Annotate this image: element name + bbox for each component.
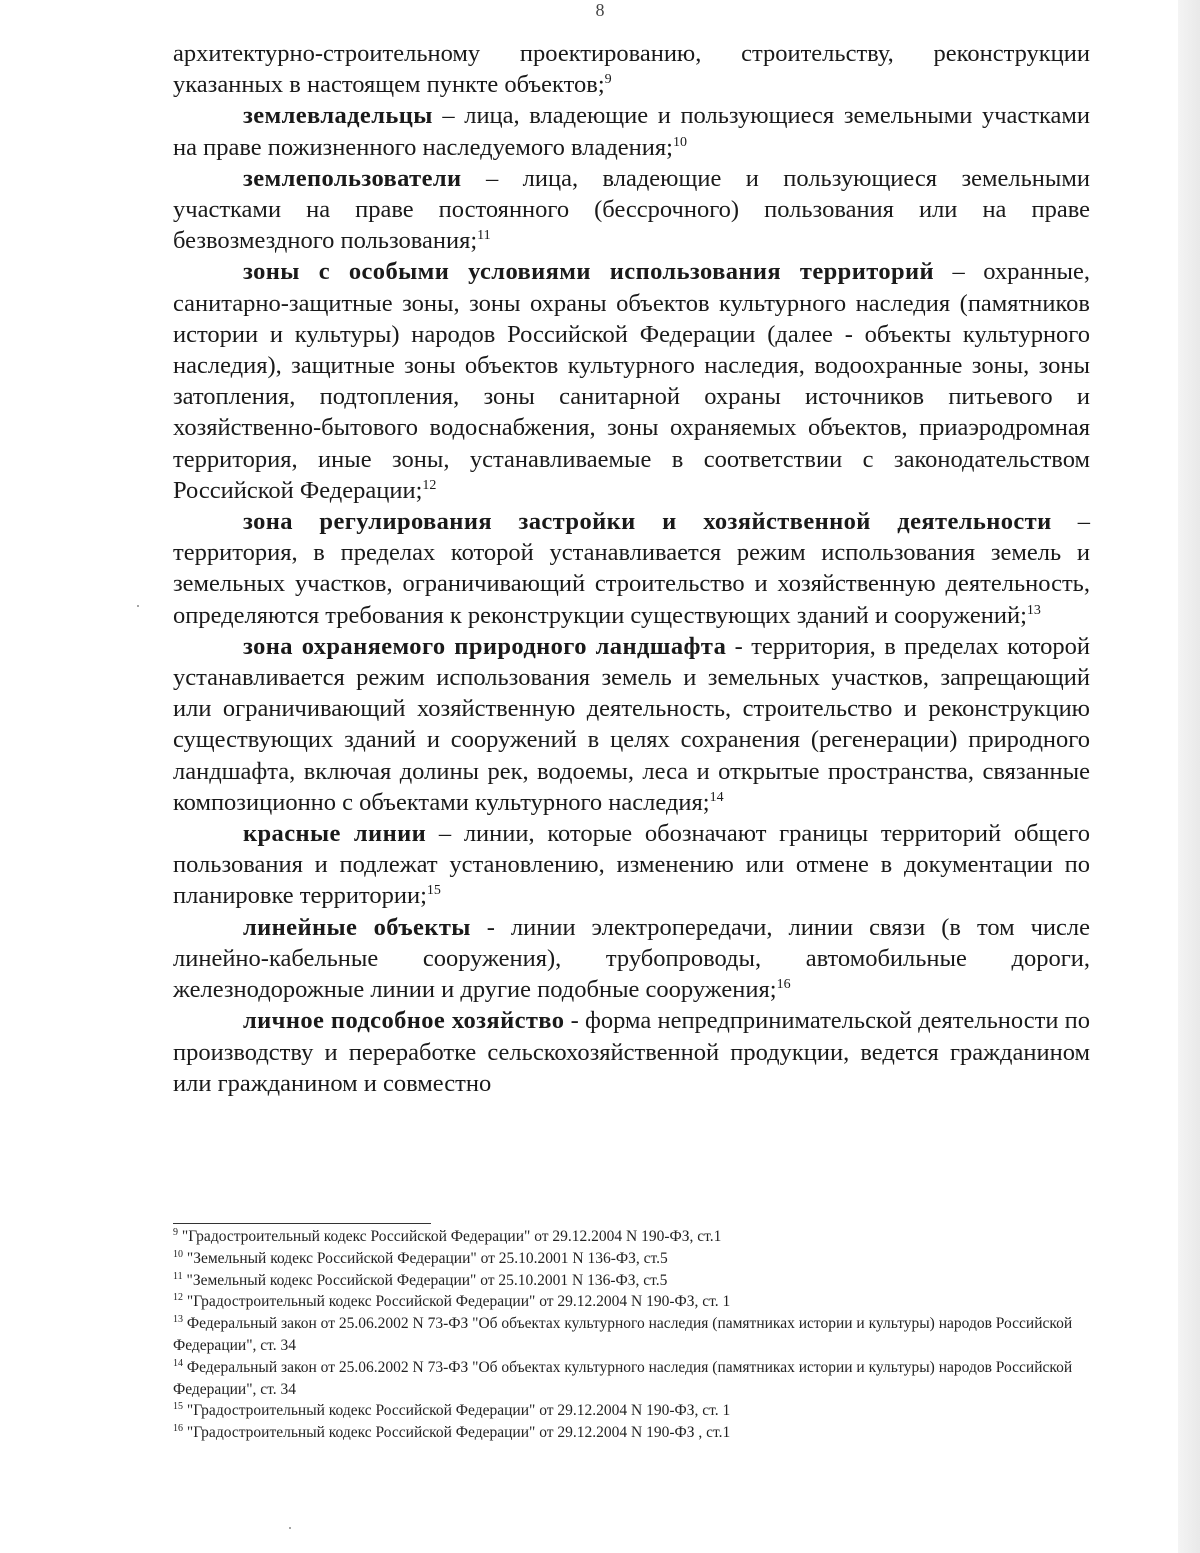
definition-paragraph xyxy=(173,163,1090,257)
definition-paragraph xyxy=(173,100,1090,162)
footnote-separator xyxy=(173,1223,431,1224)
footnote-ref: 12 xyxy=(422,477,437,493)
definition-paragraph xyxy=(173,631,1090,818)
footnote-ref: 13 xyxy=(1026,602,1041,618)
scan-speck xyxy=(137,605,139,607)
footnote-ref: 9 xyxy=(604,72,612,88)
footnote-text: "Градостроительный кодекс Российской Федерации" от 29.12.2004 N 190-ФЗ, ст. 1 xyxy=(186,1402,731,1420)
definition-text: - территория, в пределах которой устанавливается режим использования земель и земельных участков, запрещающий или ограничивающий хозяйственную деятельность, строительство и реконструкцию существующих зданий и сооружений в целях сохранения (регенерации) природного ландшафта, включая долины рек, водоемы, леса и открытые пространства, связанные композиционно с объектами культурного наследия; xyxy=(173,632,1090,816)
footnote-ref: 15 xyxy=(426,883,441,899)
footnote xyxy=(173,1291,1090,1313)
definition-text: – лица, владеющие и пользующиеся земельными участками на праве пожизненного наследуемого владения; xyxy=(173,102,1090,161)
definition-term: красные линии xyxy=(243,820,427,848)
footnote xyxy=(173,1400,1090,1422)
definition-text: – охранные, санитарно-защитные зоны, зоны охраны объектов культурного наследия (памятников истории и культуры) народов Российской Федерации (далее - объекты культурного наследия), защитные зоны объектов культурного наследия, водоохранные зоны, зоны затопления, подтопления, зоны санитарной охраны источников питьевого и хозяйственно-бытового водоснабжения, зоны охраняемых объектов, приаэродромная территория, иные зоны, устанавливаемые в соответствии с законодательством Российской Федерации; xyxy=(173,258,1090,504)
definition-paragraph xyxy=(173,912,1090,1006)
definition-term: землепользователи xyxy=(243,164,462,192)
definition-term: зона охраняемого природного ландшафта xyxy=(243,632,727,660)
footnote-text: "Градостроительный кодекс Российской Федерации" от 29.12.2004 N 190-ФЗ, ст. 1 xyxy=(186,1293,731,1311)
footnote-ref: 14 xyxy=(709,789,724,805)
footnote-text: "Градостроительный кодекс Российской Федерации" от 29.12.2004 N 190-ФЗ, ст.1 xyxy=(181,1228,722,1245)
scan-speck xyxy=(289,1527,291,1529)
definition-term: линейные объекты xyxy=(243,913,471,941)
definition-term: личное подсобное хозяйство xyxy=(243,1007,565,1035)
footnote-number: 16 xyxy=(173,1423,183,1435)
definition-paragraph xyxy=(173,256,1090,506)
definition-text: – территория, в пределах которой устанавливается режим использования земель и земельных участков, ограничивающий строительство и хозяйственную деятельность, определяются требования к реконструкции существующих зданий и сооружений; xyxy=(173,508,1091,629)
definition-paragraph xyxy=(173,818,1090,912)
scan-edge-shadow xyxy=(1178,0,1200,1553)
footnote-text: Федеральный закон от 25.06.2002 N 73-ФЗ "Об объектах культурного наследия (памятниках истории и культуры) народов Российской Федерации", ст. 34 xyxy=(173,1315,1073,1354)
definition-text: - линии электропередачи, линии связи (в том числе линейно-кабельные сооружения), трубопроводы, автомобильные дороги, железнодорожные линии и другие подобные сооружения; xyxy=(173,913,1090,1004)
footnote-number: 12 xyxy=(173,1292,183,1304)
footnote-ref: 10 xyxy=(672,134,687,150)
paragraph-text: архитектурно-строительному проектированию, строительству, реконструкции указанных в настоящем пункте объектов; xyxy=(173,40,1090,99)
footnote-text: Федеральный закон от 25.06.2002 N 73-ФЗ "Об объектах культурного наследия (памятниках истории и культуры) народов Российской Федерации", ст. 34 xyxy=(173,1358,1073,1398)
footnote xyxy=(173,1422,1090,1444)
definition-term: землевладельцы xyxy=(243,102,433,130)
page-number: 8 xyxy=(595,0,605,20)
definition-term: зона регулирования застройки и хозяйственной деятельности xyxy=(243,508,1052,536)
footnote-number: 9 xyxy=(173,1226,178,1238)
footnotes xyxy=(173,1226,1090,1444)
footnote xyxy=(173,1313,1090,1357)
footnote-text: "Земельный кодекс Российской Федерации" от 25.10.2001 N 136-ФЗ, ст.5 xyxy=(186,1249,668,1267)
footnote-ref: 16 xyxy=(776,976,791,992)
paragraph-continuation xyxy=(173,38,1090,100)
document-body xyxy=(173,38,1090,1099)
footnote-text: "Градостроительный кодекс Российской Федерации" от 29.12.2004 N 190-ФЗ , ст.1 xyxy=(186,1424,731,1442)
definition-paragraph xyxy=(173,1005,1090,1099)
definition-term: зоны с особыми условиями использования территорий xyxy=(243,258,935,286)
footnote xyxy=(173,1270,1090,1292)
footnote-number: 13 xyxy=(173,1314,183,1326)
footnote xyxy=(173,1248,1090,1270)
definition-text: – линии, которые обозначают границы территорий общего пользования и подлежат установлению, изменению или отмене в документации по планировке территории; xyxy=(173,820,1090,910)
footnote xyxy=(173,1226,1090,1248)
definition-text: - форма непредпринимательской деятельности по производству и переработке сельскохозяйственной продукции, ведется гражданином или гражданином и совместно xyxy=(173,1007,1091,1097)
footnote-number: 14 xyxy=(173,1357,183,1369)
footnote-number: 10 xyxy=(173,1248,183,1260)
footnote-text: "Земельный кодекс Российской Федерации" от 25.10.2001 N 136-ФЗ, ст.5 xyxy=(186,1271,668,1289)
footnote-ref: 11 xyxy=(477,228,491,244)
footnote xyxy=(173,1357,1090,1401)
footnote-number: 11 xyxy=(173,1270,183,1282)
footnote-number: 15 xyxy=(173,1401,183,1413)
definition-paragraph xyxy=(173,506,1090,631)
definition-text: – лица, владеющие и пользующиеся земельными участками на праве постоянного (бессрочного) пользования или на праве безвозмездного пользования; xyxy=(173,164,1090,255)
